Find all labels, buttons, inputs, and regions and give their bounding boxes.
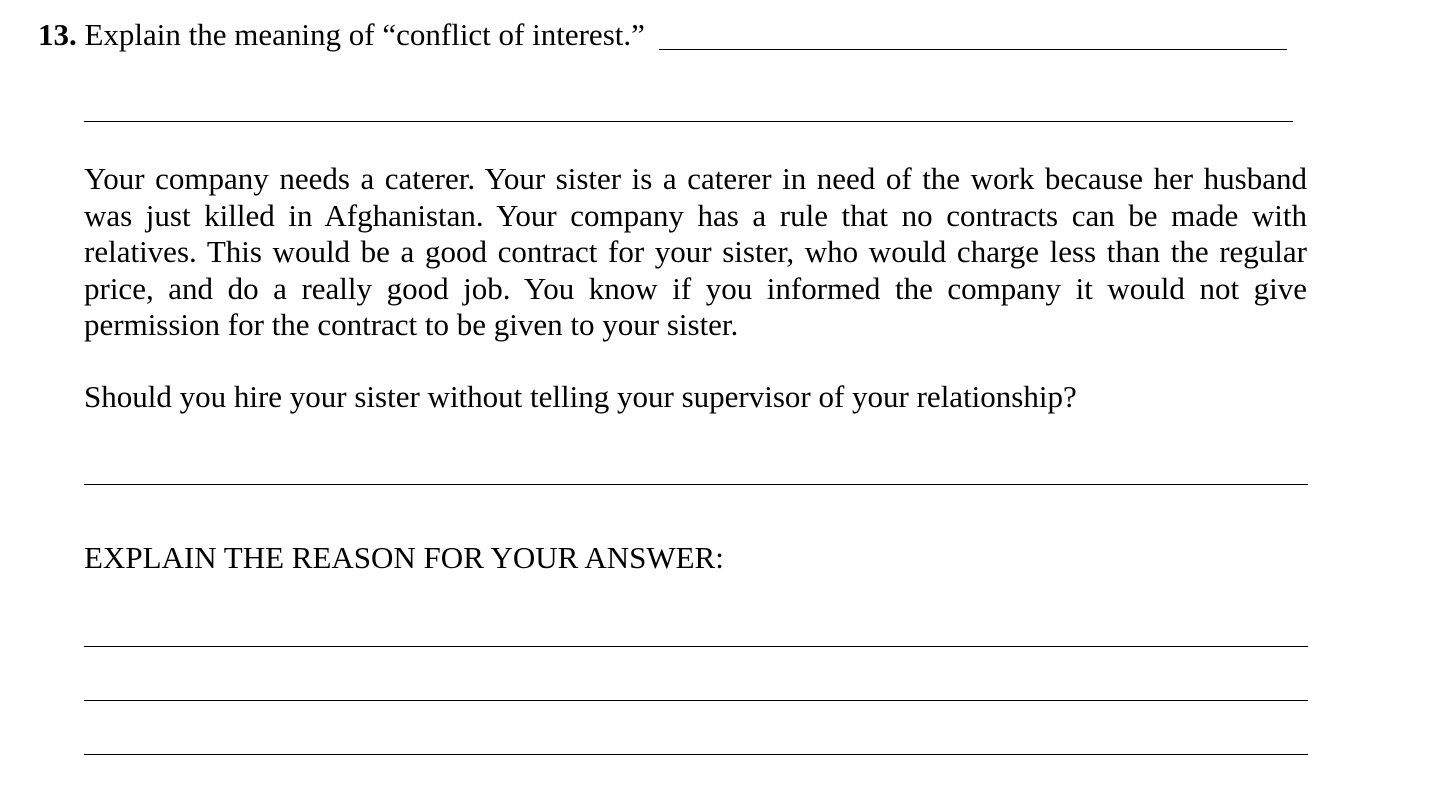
answer-line-definition-2[interactable] [84,121,1293,122]
answer-line-definition-1[interactable] [659,49,1287,50]
follow-up-question: Should you hire your sister without telling your supervisor of your relationship? [84,379,1077,414]
answer-line-reason-2[interactable] [84,700,1308,701]
answer-line-reason-1[interactable] [84,646,1308,647]
explain-prompt: EXPLAIN THE REASON FOR YOUR ANSWER: [84,540,724,575]
question-number: 13. [38,17,77,52]
scenario-paragraph: Your company needs a caterer. Your sister is a caterer in need of the work because her husband was just killed in Afghanistan. Your company has a rule that no contracts can be made with relatives. This would be a good contract for your sister, who would charge less than the regular price, and do a really good job. You know if you informed the company it would not give permission for the contract to be given to your sister. [84,161,1307,342]
answer-line-reason-3[interactable] [84,754,1308,755]
question-heading [38,14,645,56]
answer-line-yes-no[interactable] [84,484,1308,485]
question-prompt: Explain the meaning of “conflict of interest.” [84,17,645,52]
